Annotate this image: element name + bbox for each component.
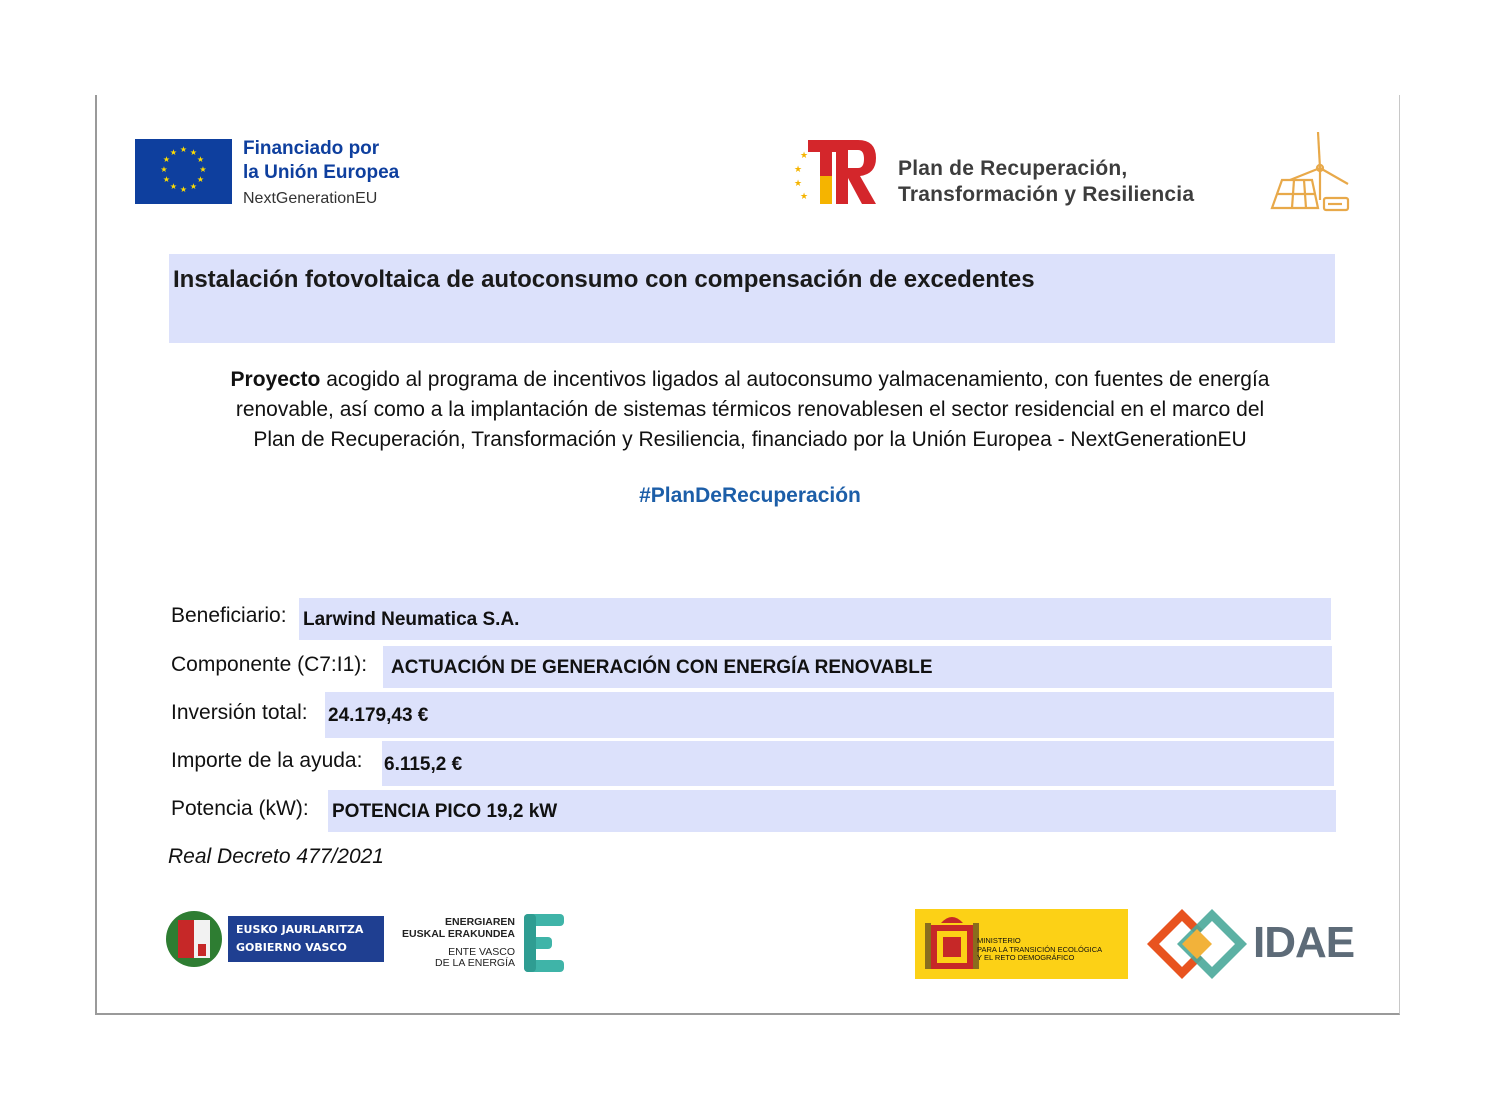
beneficiario-value: Larwind Neumatica S.A. xyxy=(303,609,520,630)
eu-line2: la Unión Europea xyxy=(243,162,400,183)
eve-line1: ENERGIAREN xyxy=(444,916,515,928)
description-line3: Plan de Recuperación, Transformación y Resiliencia, financiado por la Unión Europea - NextGenerationEU xyxy=(253,428,1247,451)
project-title: Instalación fotovoltaica de autoconsumo con compensación de excedentes xyxy=(173,266,1035,293)
svg-text:★: ★ xyxy=(179,145,188,154)
ministerio-text xyxy=(977,937,1102,963)
eu-line3: NextGenerationEU xyxy=(243,190,378,207)
idae-logo-icon xyxy=(1147,909,1247,979)
potencia-label: Potencia (kW): xyxy=(171,797,309,820)
potencia-value: POTENCIA PICO 19,2 kW xyxy=(332,801,558,822)
project-description xyxy=(160,365,1340,455)
document-frame xyxy=(95,95,1400,1015)
prtr-logo-icon xyxy=(792,136,882,208)
prtr-line2: Transformación y Resiliencia xyxy=(898,183,1195,206)
ministerio-line1: MINISTERIO xyxy=(977,936,1021,945)
description-line1-text: acogido al programa de incentivos ligados al autoconsumo yalmacenamiento, con fuentes de energía xyxy=(320,368,1270,391)
description-lead: Proyecto xyxy=(230,368,321,391)
eve-line4: DE LA ENERGÍA xyxy=(435,957,515,969)
beneficiario-label: Beneficiario: xyxy=(171,604,287,627)
inversion-value: 24.179,43 € xyxy=(328,705,429,726)
svg-text:★: ★ xyxy=(169,182,178,191)
svg-text:★: ★ xyxy=(189,182,198,191)
idae-wordmark: IDAE xyxy=(1253,918,1355,967)
svg-text:★: ★ xyxy=(160,165,168,174)
hashtag: #PlanDeRecuperación xyxy=(639,484,861,507)
ministerio-line2: PARA LA TRANSICIÓN ECOLÓGICA xyxy=(977,944,1103,954)
importe-value: 6.115,2 € xyxy=(384,754,463,775)
svg-text:★: ★ xyxy=(800,192,809,202)
svg-text:★: ★ xyxy=(794,165,803,175)
prtr-text xyxy=(898,156,1194,208)
svg-text:★: ★ xyxy=(189,148,198,157)
svg-text:★: ★ xyxy=(179,185,188,194)
importe-field xyxy=(382,741,1334,786)
eve-line2: EUSKAL ERAKUNDEA xyxy=(402,928,515,940)
eve-text-bottom xyxy=(395,947,515,969)
prtr-line1: Plan de Recuperación, xyxy=(898,157,1128,180)
solar-wind-icon xyxy=(1268,128,1354,214)
eve-text-top xyxy=(395,916,515,940)
svg-text:★: ★ xyxy=(800,151,809,161)
eu-funding-text xyxy=(243,137,399,211)
svg-text:★: ★ xyxy=(196,175,205,184)
gobierno-vasco-logo xyxy=(164,908,384,970)
description-line2: renovable, así como a la implantación de sistemas térmicos renovablesen el sector residencial en el marco del xyxy=(235,398,1265,421)
svg-text:★: ★ xyxy=(162,175,171,184)
eve-logo-icon xyxy=(522,912,566,974)
eu-flag-icon xyxy=(135,139,232,204)
gv-line1: EUSKO JAURLARITZA xyxy=(236,923,364,936)
svg-text:★: ★ xyxy=(794,179,803,189)
svg-text:★: ★ xyxy=(196,155,205,164)
gv-line2: GOBIERNO VASCO xyxy=(236,941,347,954)
eve-line3: ENTE VASCO xyxy=(448,946,515,958)
real-decreto: Real Decreto 477/2021 xyxy=(168,845,384,868)
svg-text:★: ★ xyxy=(199,165,207,174)
importe-label: Importe de la ayuda: xyxy=(171,749,363,772)
description-line1 xyxy=(160,365,1340,395)
eu-line1: Financiado por xyxy=(243,138,380,159)
inversion-label: Inversión total: xyxy=(171,701,308,724)
svg-text:★: ★ xyxy=(162,155,171,164)
componente-value: ACTUACIÓN DE GENERACIÓN CON ENERGÍA RENOVABLE xyxy=(391,657,933,678)
inversion-field xyxy=(325,692,1334,738)
componente-label: Componente (C7:I1): xyxy=(171,653,368,676)
svg-text:★: ★ xyxy=(169,148,178,157)
ministerio-line3: Y EL RETO DEMOGRÁFICO xyxy=(977,953,1075,962)
